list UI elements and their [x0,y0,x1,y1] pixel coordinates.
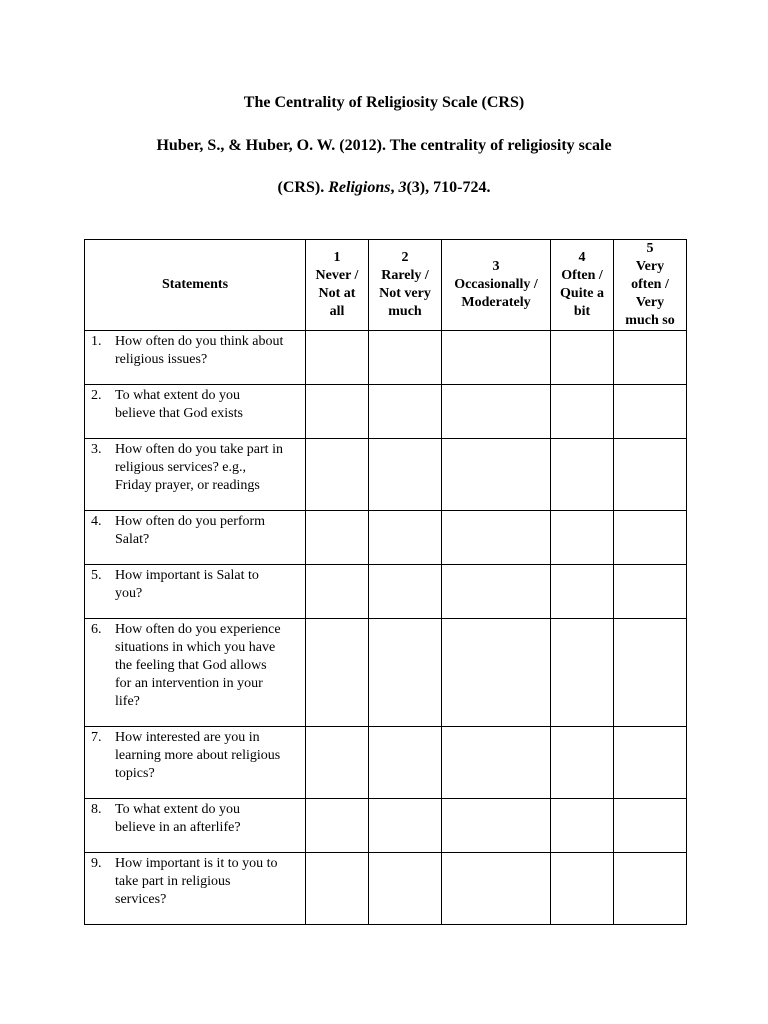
column-label-line: all [329,304,345,319]
statement-text [115,441,301,495]
response-cell-5[interactable] [614,439,687,511]
statement-row [85,331,687,385]
statement-number: 1. [91,334,102,349]
statements-header: Statements [85,240,306,331]
response-cell-1[interactable] [306,799,369,853]
statement-text [115,333,301,369]
statement-text-line: How often do you experience [115,622,281,637]
response-cell-4[interactable] [551,799,614,853]
column-number: 4 [578,250,586,265]
response-cell-3[interactable] [442,799,551,853]
statement-text-line: How important is Salat to [115,568,259,583]
statement-row [85,619,687,727]
statement-text-line: you? [115,586,143,601]
column-label-line: often / [631,277,669,292]
statement-text [115,621,301,711]
statement-number: 7. [91,730,102,745]
statement-text-line: To what extent do you [115,388,240,403]
column-header [442,240,551,331]
statement-row [85,727,687,799]
statement-row [85,439,687,511]
response-cell-3[interactable] [442,619,551,727]
response-cell-5[interactable] [614,511,687,565]
statement-number: 5. [91,568,102,583]
response-cell-2[interactable] [369,385,442,439]
column-header [614,240,687,331]
citation-journal: Religions [328,179,391,196]
column-label-line: bit [573,304,591,319]
column-number: 2 [401,250,409,265]
statement-text [115,513,301,549]
statement-text-line: for an intervention in your [115,676,263,691]
column-label-line: Rarely / [381,268,429,283]
statement-cell [85,439,306,511]
statement-text [115,567,301,603]
response-cell-4[interactable] [551,853,614,925]
column-label-line: much [388,304,422,319]
response-cell-4[interactable] [551,511,614,565]
response-cell-1[interactable] [306,565,369,619]
response-cell-5[interactable] [614,799,687,853]
response-cell-4[interactable] [551,565,614,619]
column-label-line: Quite a [560,286,604,301]
statement-number: 2. [91,388,102,403]
statement-cell [85,385,306,439]
statement-number: 6. [91,622,102,637]
statement-number: 9. [91,856,102,871]
statement-text-line: How often do you think about [115,334,284,349]
statement-text-line: topics? [115,766,155,781]
statement-text [115,855,301,909]
statement-text-line: How often do you perform [115,514,266,529]
column-label-line: Occasionally / [454,277,538,292]
response-cell-5[interactable] [614,727,687,799]
header-row [85,240,687,331]
statement-row [85,799,687,853]
statement-text-line: situations in which you have [115,640,276,655]
response-cell-3[interactable] [442,385,551,439]
response-cell-2[interactable] [369,565,442,619]
response-cell-2[interactable] [369,511,442,565]
statements-body [85,331,687,925]
column-label-line: Often / [561,268,603,283]
response-cell-2[interactable] [369,439,442,511]
statement-row [85,565,687,619]
column-label-line: much so [625,313,675,328]
response-cell-5[interactable] [614,565,687,619]
column-header [306,240,369,331]
response-cell-2[interactable] [369,727,442,799]
response-cell-1[interactable] [306,439,369,511]
statement-text-line: To what extent do you [115,802,240,817]
statement-cell [85,799,306,853]
statement-number: 3. [91,442,102,457]
statement-text-line: learning more about religious [115,748,281,763]
statement-text-line: Friday prayer, or readings [115,478,260,493]
response-cell-2[interactable] [369,853,442,925]
citation-issue-pages: (3), 710-724. [406,179,491,196]
citation-separator: , [390,179,399,196]
citation-line-1: Huber, S., & Huber, O. W. (2012). The centrality of religiosity scale [156,137,612,154]
statement-text-line: Salat? [115,532,150,547]
statement-number: 8. [91,802,102,817]
statement-cell [85,565,306,619]
response-cell-4[interactable] [551,331,614,385]
response-cell-5[interactable] [614,385,687,439]
column-header [551,240,614,331]
column-label-line: Not very [379,286,431,301]
response-cell-3[interactable] [442,727,551,799]
column-header [369,240,442,331]
response-cell-3[interactable] [442,439,551,511]
statement-text-line: take part in religious [115,874,231,889]
column-label-line: Very [635,295,665,310]
statement-cell [85,511,306,565]
statement-row [85,385,687,439]
statement-text-line: life? [115,694,140,709]
response-cell-5[interactable] [614,853,687,925]
statement-cell [85,853,306,925]
citation-line-2 [0,179,768,197]
response-cell-5[interactable] [614,619,687,727]
statement-text-line: How interested are you in [115,730,260,745]
statement-cell [85,331,306,385]
crs-table [84,239,687,925]
column-label-line: Very [635,259,665,274]
citation-prefix: (CRS). [277,179,329,196]
response-cell-1[interactable] [306,853,369,925]
response-cell-4[interactable] [551,385,614,439]
column-label-line: Moderately [461,295,531,310]
statement-text [115,387,301,423]
statement-number: 4. [91,514,102,529]
statement-text-line: religious issues? [115,352,208,367]
statement-row [85,511,687,565]
statement-text-line: How important is it to you to [115,856,278,871]
column-number: 3 [492,259,500,274]
column-label-line: Not at [318,286,356,301]
response-cell-2[interactable] [369,331,442,385]
response-cell-4[interactable] [551,439,614,511]
statement-text [115,801,301,837]
response-cell-3[interactable] [442,853,551,925]
response-cell-2[interactable] [369,619,442,727]
response-cell-1[interactable] [306,727,369,799]
response-cell-1[interactable] [306,331,369,385]
statement-row [85,853,687,925]
response-cell-3[interactable] [442,511,551,565]
statement-text-line: believe that God exists [115,406,243,421]
column-number: 1 [333,250,341,265]
response-cell-5[interactable] [614,331,687,385]
response-cell-3[interactable] [442,331,551,385]
citation-volume: 3 [398,179,407,196]
response-cell-2[interactable] [369,799,442,853]
response-cell-1[interactable] [306,385,369,439]
statement-text-line: religious services? e.g., [115,460,247,475]
response-cell-4[interactable] [551,727,614,799]
response-cell-3[interactable] [442,565,551,619]
column-label-line: Never / [315,268,359,283]
statement-cell [85,727,306,799]
statement-text-line: services? [115,892,167,907]
statement-text-line: How often do you take part in [115,442,283,457]
statement-text-line: the feeling that God allows [115,658,267,673]
document-title: The Centrality of Religiosity Scale (CRS) [243,94,525,111]
response-cell-1[interactable] [306,619,369,727]
statement-text-line: believe in an afterlife? [115,820,241,835]
column-number: 5 [646,241,654,256]
statement-text [115,729,301,783]
response-cell-1[interactable] [306,511,369,565]
statement-cell [85,619,306,727]
response-cell-4[interactable] [551,619,614,727]
